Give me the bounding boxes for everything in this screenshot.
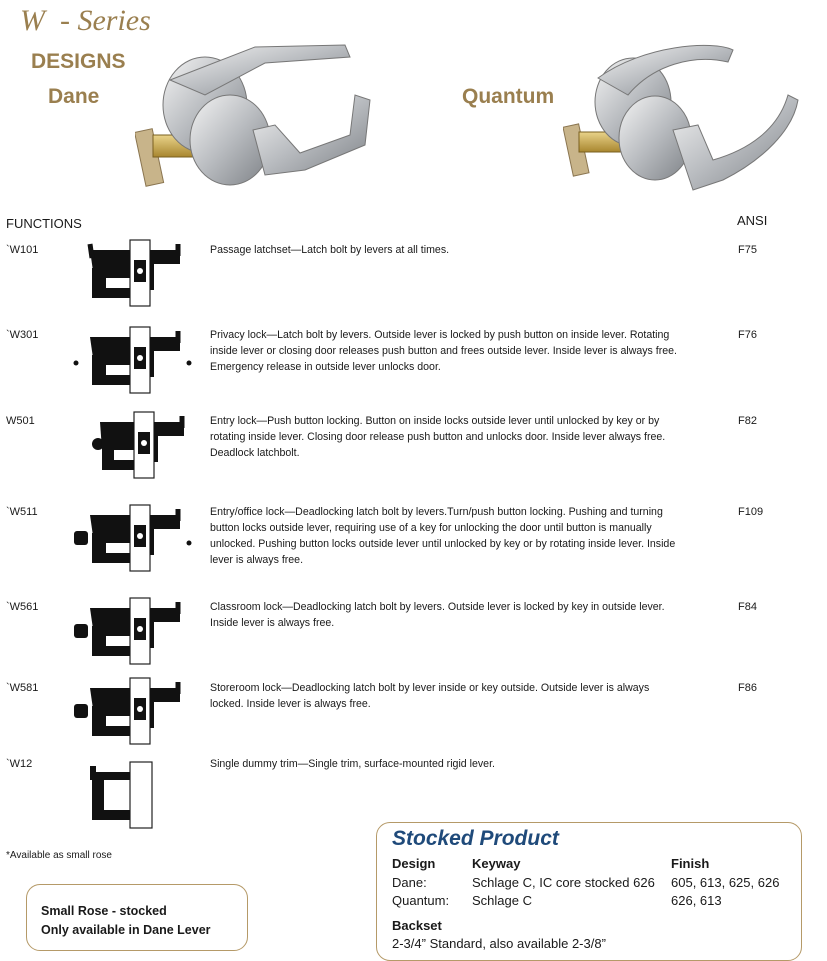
function-code: W501 [6, 415, 35, 427]
function-description: Entry/office lock—Deadlocking latch bolt by levers.Turn/push button locking. Pushing and turning button locks outside lever, requiring use of a key for unlocking the door until button is manually unlocked. Pushing button locks outside lever until unlocked by key or by rotating inside lever. Inside lever is always free. [210, 506, 676, 566]
storeroom-lock-icon [72, 676, 197, 746]
classroom-lock-icon [72, 596, 197, 666]
function-code: `W511 [6, 506, 38, 518]
function-code: `W581 [6, 682, 39, 694]
function-description: Storeroom lock—Deadlocking latch bolt by lever inside or key outside. Outside lever is always locked. Inside lever is always free. [210, 682, 650, 710]
small-rose-line: Small Rose - stocked [41, 904, 167, 918]
ansi-code: F82 [738, 415, 757, 427]
designs-label: DESIGNS [31, 50, 126, 73]
quantum-label: Quantum [462, 85, 555, 108]
dane-lever-image [135, 35, 395, 200]
finish-value: 605, 613, 625, 626 [671, 875, 780, 890]
keyway-value: Schlage C, IC core stocked 626 [472, 875, 655, 890]
stocked-product-title: Stocked Product [392, 827, 559, 850]
function-code: `W12 [6, 758, 33, 770]
backset-header: Backset [392, 918, 442, 933]
ansi-code: F84 [738, 601, 757, 613]
backset-value: 2-3/4” Standard, also available 2-3/8” [392, 936, 606, 951]
keyway-header: Keyway [472, 856, 521, 871]
small-rose-box [26, 884, 248, 951]
entry-lock-icon [72, 410, 197, 480]
stocked-product-box [376, 822, 802, 961]
design-value: Quantum: [392, 893, 450, 908]
series-title: W - Series [20, 4, 151, 37]
function-description: Entry lock—Push button locking. Button on inside locks outside lever until unlocked by key or by rotating inside lever. Closing door release push button and unlocks door. Inside lever always free. Deadlock latchbolt. [210, 415, 666, 459]
function-description: Passage latchset—Latch bolt by levers at all times. [210, 244, 450, 256]
finish-header: Finish [671, 856, 710, 871]
ansi-code: F76 [738, 329, 757, 341]
function-code: `W101 [6, 244, 39, 256]
ansi-code: F109 [738, 506, 764, 518]
dummy-trim-icon [72, 760, 162, 830]
ansi-header: ANSI [737, 213, 768, 228]
passage-lock-icon [72, 238, 192, 308]
keyway-value: Schlage C [472, 893, 532, 908]
function-code: `W561 [6, 601, 39, 613]
dane-label: Dane [48, 85, 100, 108]
ansi-code: F86 [738, 682, 757, 694]
ansi-code: F75 [738, 244, 757, 256]
small-rose-line: Only available in Dane Lever [41, 923, 211, 937]
function-description: Classroom lock—Deadlocking latch bolt by levers. Outside lever is locked by key in outside lever. Inside lever is always free. [210, 601, 665, 629]
design-value: Dane: [392, 875, 427, 890]
quantum-lever-image [563, 40, 803, 200]
function-code: `W301 [6, 329, 39, 341]
function-description: Privacy lock—Latch bolt by levers. Outside lever is locked by push button on inside lever. Rotating inside lever or closing door releases push button and frees outside lever. Inside lever is always free. Emergency release in outside lever unlocks door. [210, 329, 677, 373]
function-description: Single dummy trim—Single trim, surface-mounted rigid lever. [210, 758, 495, 770]
design-header: Design [392, 856, 436, 871]
office-lock-icon [72, 503, 197, 573]
privacy-lock-icon [72, 325, 197, 395]
small-rose-footnote: *Available as small rose [6, 850, 112, 861]
finish-value: 626, 613 [671, 893, 722, 908]
functions-header: FUNCTIONS [6, 216, 82, 231]
